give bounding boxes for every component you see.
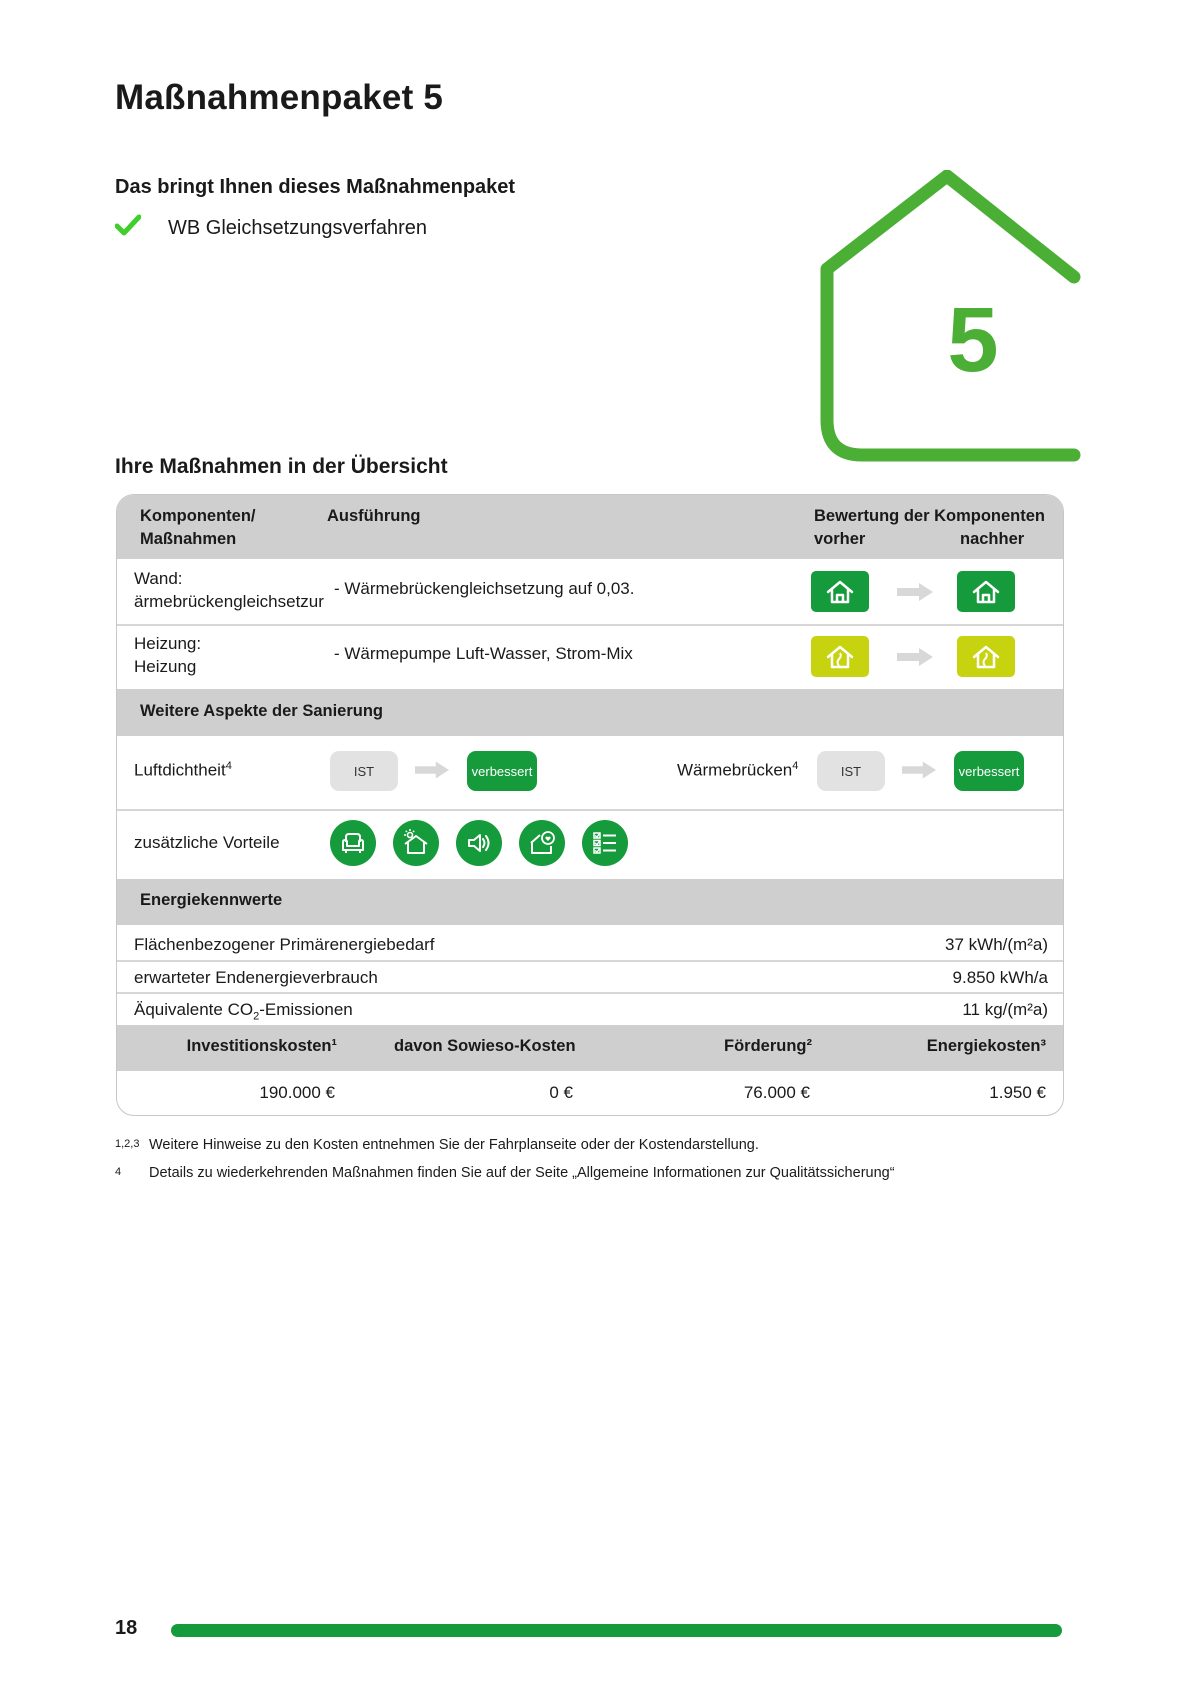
row-wall-label: Wand: ärmebrückengleichsetzur bbox=[134, 569, 324, 611]
house-heating-icon bbox=[825, 644, 855, 670]
airtightness-ist: IST bbox=[330, 751, 398, 791]
page-footer-bar bbox=[171, 1624, 1062, 1637]
further-aspects-heading: Weitere Aspekte der Sanierung bbox=[140, 702, 383, 720]
cost-subsidy-value: 76.000 € bbox=[743, 1083, 810, 1102]
cost-investment-value: 190.000 € bbox=[259, 1083, 335, 1102]
energy-band bbox=[117, 879, 1063, 925]
benefit-item-label: WB Gleichsetzungsverfahren bbox=[168, 216, 428, 239]
costs-header-band bbox=[117, 1025, 1063, 1071]
header-after: nachher bbox=[960, 530, 1025, 548]
rating-before-heating bbox=[811, 636, 869, 677]
airtightness-label: Luftdichtheit$^4$ bbox=[134, 760, 232, 780]
final-energy-label: erwarteter Endenergieverbrauch bbox=[134, 968, 378, 987]
page-number: 18 bbox=[115, 1617, 138, 1639]
header-measures: Maßnahmen bbox=[140, 530, 237, 548]
armchair-comfort-icon bbox=[330, 820, 376, 866]
header-components: Komponenten/ bbox=[140, 507, 256, 525]
further-aspects-band bbox=[117, 689, 1063, 736]
benefits-heading: Das bringt Ihnen dieses Maßnahmenpaket bbox=[115, 176, 516, 198]
page-title: Maßnahmenpaket 5 bbox=[115, 78, 444, 117]
row-wall-execution: - Wärmebrückengleichsetzung auf 0,03. bbox=[334, 579, 635, 598]
header-execution: Ausführung bbox=[327, 507, 421, 525]
house-heart-icon bbox=[519, 820, 565, 866]
row-heating-label: Heizung: Heizung bbox=[134, 634, 202, 676]
house-icon bbox=[971, 579, 1001, 605]
header-rating: Bewertung der Komponenten bbox=[814, 507, 1046, 525]
arrow-right-icon bbox=[897, 648, 933, 666]
row-heating-execution: - Wärmepumpe Luft-Wasser, Strom-Mix bbox=[334, 644, 633, 663]
thermal-bridges-label: Wärmebrücken$^4$ bbox=[677, 760, 799, 780]
checkmark-icon bbox=[115, 214, 141, 242]
primary-energy-value: 37 kWh/(m²a) bbox=[945, 935, 1048, 954]
checklist-icon bbox=[582, 820, 628, 866]
cost-header-sowieso: davon Sowieso-Kosten bbox=[394, 1037, 576, 1055]
arrow-right-icon bbox=[415, 761, 449, 779]
overview-heading: Ihre Maßnahmen in der Übersicht bbox=[115, 455, 448, 478]
footnote-costs: 1,2,3 Weitere Hinweise zu den Kosten entnehmen Sie der Fahrplanseite oder der Kostendarstellung. bbox=[115, 1137, 759, 1153]
extra-benefits-label: zusätzliche Vorteile bbox=[134, 833, 280, 852]
airtightness-improved: verbessert bbox=[467, 751, 537, 791]
cost-header-energy: Energiekosten³ bbox=[926, 1037, 1046, 1055]
primary-energy-label: Flächenbezogener Primärenergiebedarf bbox=[134, 935, 435, 954]
co2-value: 11 kg/(m²a) bbox=[962, 1000, 1048, 1019]
footnote-quality: 4 Details zu wiederkehrenden Maßnahmen finden Sie auf der Seite „Allgemeine Informationen zur Qualitätssicherung“ bbox=[115, 1165, 895, 1181]
rating-before-wall bbox=[811, 571, 869, 612]
package-number: 5 bbox=[947, 289, 999, 391]
benefit-item bbox=[115, 214, 427, 242]
arrow-right-icon bbox=[902, 761, 936, 779]
speaker-sound-icon bbox=[456, 820, 502, 866]
house-sun-icon bbox=[393, 820, 439, 866]
thermal-bridges-ist: IST bbox=[817, 751, 885, 791]
house-heating-icon bbox=[971, 644, 1001, 670]
cost-energy-value: 1.950 € bbox=[989, 1083, 1046, 1102]
thermal-bridges-improved: verbessert bbox=[954, 751, 1024, 791]
energy-heading: Energiekennwerte bbox=[140, 891, 283, 909]
cost-sowieso-value: 0 € bbox=[549, 1083, 573, 1102]
cost-header-subsidy: Förderung² bbox=[724, 1037, 812, 1055]
house-badge bbox=[815, 170, 1085, 470]
rating-after-wall bbox=[957, 571, 1015, 612]
co2-label: Äquivalente $CO_2$-Emissionen bbox=[134, 1000, 353, 1023]
table-header bbox=[117, 495, 1063, 559]
arrow-right-icon bbox=[897, 583, 933, 601]
rating-after-heating bbox=[957, 636, 1015, 677]
header-before: vorher bbox=[814, 530, 866, 548]
overview-table bbox=[116, 494, 1064, 1116]
cost-header-investment: Investitionskosten¹ bbox=[186, 1037, 337, 1055]
house-icon bbox=[825, 579, 855, 605]
final-energy-value: 9.850 kWh/a bbox=[952, 968, 1048, 987]
